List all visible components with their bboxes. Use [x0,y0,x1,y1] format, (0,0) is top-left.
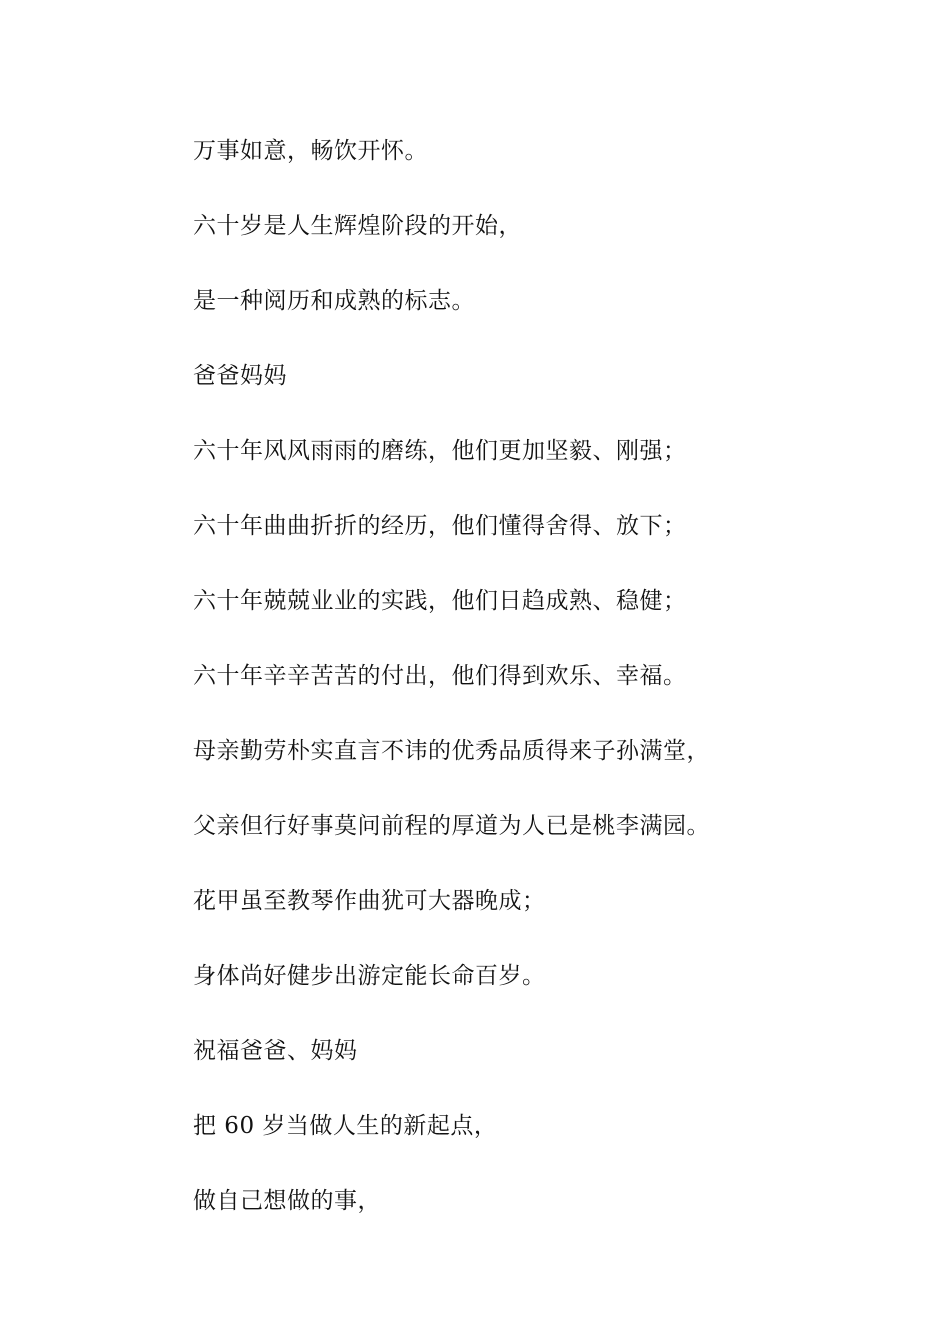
text-line: 六十年辛辛苦苦的付出，他们得到欢乐、幸福。 [193,663,687,689]
text-line: 祝福爸爸、妈妈 [193,1038,358,1064]
text-line: 做自己想做的事， [193,1188,381,1214]
text-line: 六十年曲曲折折的经历，他们懂得舍得、放下； [193,513,687,539]
text-line: 是一种阅历和成熟的标志。 [193,288,475,314]
text-line: 六十岁是人生辉煌阶段的开始， [193,213,522,239]
text-line: 六十年兢兢业业的实践，他们日趋成熟、稳健； [193,588,687,614]
text-line: 万事如意，畅饮开怀。 [193,138,428,164]
text-line: 身体尚好健步出游定能长命百岁。 [193,963,546,989]
text-line: 爸爸妈妈 [193,363,287,389]
text-line: 把 60 岁当做人生的新起点， [193,1113,498,1139]
text-line: 父亲但行好事莫问前程的厚道为人已是桃李满园。 [193,813,710,839]
body-text [193,133,893,1258]
text-line: 六十年风风雨雨的磨练，他们更加坚毅、刚强； [193,438,687,464]
text-line: 花甲虽至教琴作曲犹可大器晚成； [193,888,546,914]
text-line: 母亲勤劳朴实直言不讳的优秀品质得来子孙满堂， [193,738,710,764]
